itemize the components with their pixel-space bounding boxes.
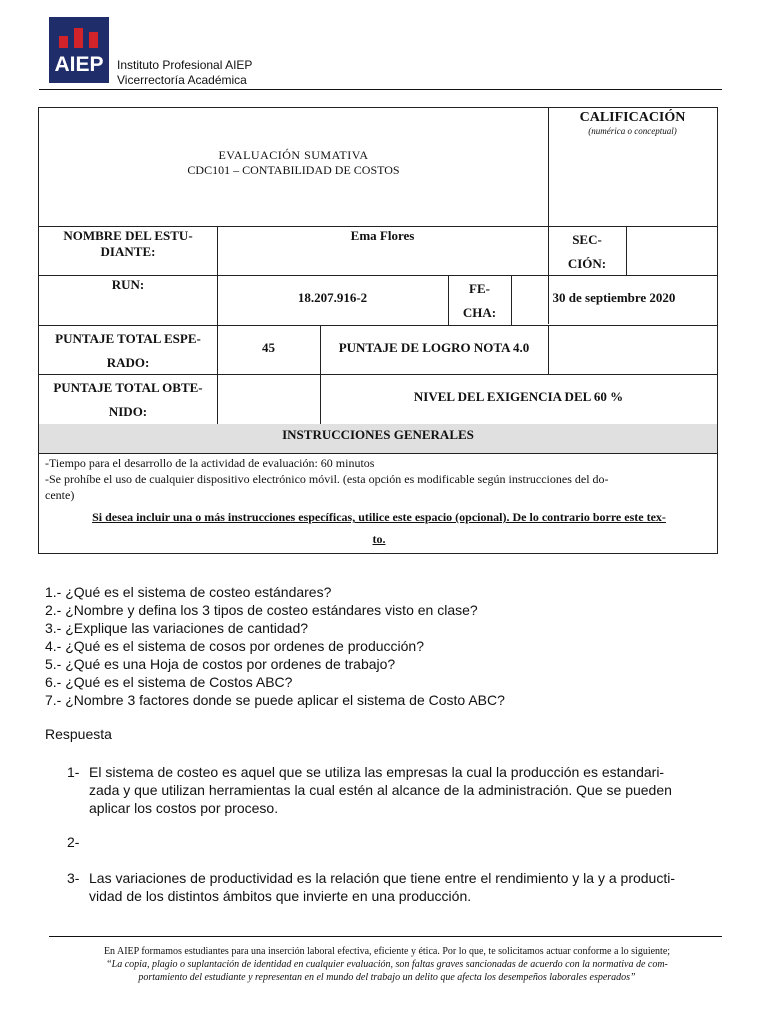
question-item: 1.- ¿Qué es el sistema de costeo estándares?	[45, 584, 332, 600]
footer-line-2: “La copia, plagio o suplantación de identidad en cualquier evaluación, son faltas graves sancionadas de acuerdo con la normativa de com-	[106, 959, 668, 970]
footer-line-3: portamiento del estudiante y representan en el mundo del trabajo un delito que afecta los desempeños laborales esperados”	[138, 972, 636, 983]
footer-line-1: En AIEP formamos estudiantes para una inserción laboral efectiva, eficiente y ética. Por lo que, te solicitamos actuar conforme a lo siguiente;	[103, 946, 671, 957]
run-label: RUN:	[111, 277, 145, 292]
evaluation-type: EVALUACIÓN SUMATIVA	[218, 148, 369, 162]
footer-divider	[49, 936, 722, 937]
puntaje-logro-value[interactable]	[548, 325, 717, 374]
institution-block	[117, 58, 252, 88]
puntaje-logro-label: PUNTAJE DE LOGRO NOTA 4.0	[338, 340, 530, 355]
answer-line: vidad de los distintos ámbitos que invierte en una producción.	[89, 888, 472, 904]
student-label: NOMBRE DEL ESTU- DIANTE:	[63, 228, 193, 259]
footer-notice	[52, 945, 722, 984]
section-value[interactable]	[626, 226, 717, 275]
fecha-value: 30 de septiembre 2020	[552, 290, 676, 305]
instruction-devices-1: -Se prohíbe el uso de cualquier dispositivo electrónico móvil. (esta opción es modificable según instrucciones del do-	[45, 472, 609, 486]
puntaje-obtenido-label: PUNTAJE TOTAL OBTE- NIDO:	[53, 380, 203, 419]
calificacion-label: CALIFICACIÓN	[579, 110, 686, 125]
puntaje-esperado-label: PUNTAJE TOTAL ESPE- RADO:	[55, 331, 201, 370]
evaluation-form-table	[38, 107, 718, 554]
answer-3	[67, 869, 727, 905]
instruction-optional-1: Si desea incluir una o más instrucciones específicas, utilice este espacio (opcional). De lo contrario borre este tex-	[92, 510, 666, 524]
instructions-body	[45, 455, 713, 550]
instruction-devices-2: cente)	[45, 488, 75, 502]
puntaje-esperado-value: 45	[262, 340, 275, 355]
question-item: 5.- ¿Qué es una Hoja de costos por ordenes de trabajo?	[45, 656, 396, 672]
answer-number: 1-	[67, 764, 80, 780]
answer-number: 2-	[67, 834, 80, 850]
answer-line: zada y que utilizan herramientas la cual estén al alcance de la administración. Que se pueden	[89, 782, 672, 798]
instructions-title: INSTRUCCIONES GENERALES	[39, 424, 717, 453]
logo-text: AIEP	[54, 53, 104, 76]
department-name: Vicerrectoría Académica	[117, 73, 247, 87]
aiep-logo	[49, 17, 109, 83]
question-item: 4.- ¿Qué es el sistema de cosos por ordenes de producción?	[45, 638, 424, 654]
instruction-optional-2: to.	[372, 532, 386, 546]
form-title	[39, 148, 548, 178]
answer-line: aplicar los costos por proceso.	[89, 800, 279, 816]
respuesta-heading: Respuesta	[45, 726, 112, 742]
calificacion-note: (numérica o conceptual)	[588, 126, 677, 136]
answer-line: El sistema de costeo es aquel que se utiliza las empresas la cual la producción es estandari-	[89, 764, 665, 780]
answer-1	[67, 763, 727, 817]
header-divider	[39, 89, 722, 90]
section-label: SEC- CIÓN:	[567, 232, 607, 271]
exigencia-level: NIVEL DEL EXIGENCIA DEL 60 %	[413, 389, 624, 404]
question-item: 2.- ¿Nombre y defina los 3 tipos de costeo estándares visto en clase?	[45, 602, 478, 618]
course-name: CDC101 – CONTABILIDAD DE COSTOS	[187, 163, 400, 177]
puntaje-obtenido-value[interactable]	[217, 374, 320, 424]
questions-list	[45, 583, 505, 709]
run-value: 18.207.916-2	[297, 290, 368, 305]
question-item: 7.- ¿Nombre 3 factores donde se puede aplicar el sistema de Costo ABC?	[45, 692, 505, 708]
question-item: 6.- ¿Qué es el sistema de Costos ABC?	[45, 674, 293, 690]
fecha-label: FE- CHA:	[462, 281, 497, 320]
student-name: Ema Flores	[350, 228, 415, 243]
answer-number: 3-	[67, 870, 80, 886]
answer-line: Las variaciones de productividad es la relación que tiene entre el rendimiento y la y a producti-	[89, 870, 676, 886]
instruction-time: -Tiempo para el desarrollo de la actividad de evaluación: 60 minutos	[45, 456, 375, 470]
logo-bars-icon	[59, 26, 99, 48]
calificacion-cell	[548, 108, 717, 136]
institution-name: Instituto Profesional AIEP	[117, 58, 253, 72]
question-item: 3.- ¿Explique las variaciones de cantidad?	[45, 620, 309, 636]
